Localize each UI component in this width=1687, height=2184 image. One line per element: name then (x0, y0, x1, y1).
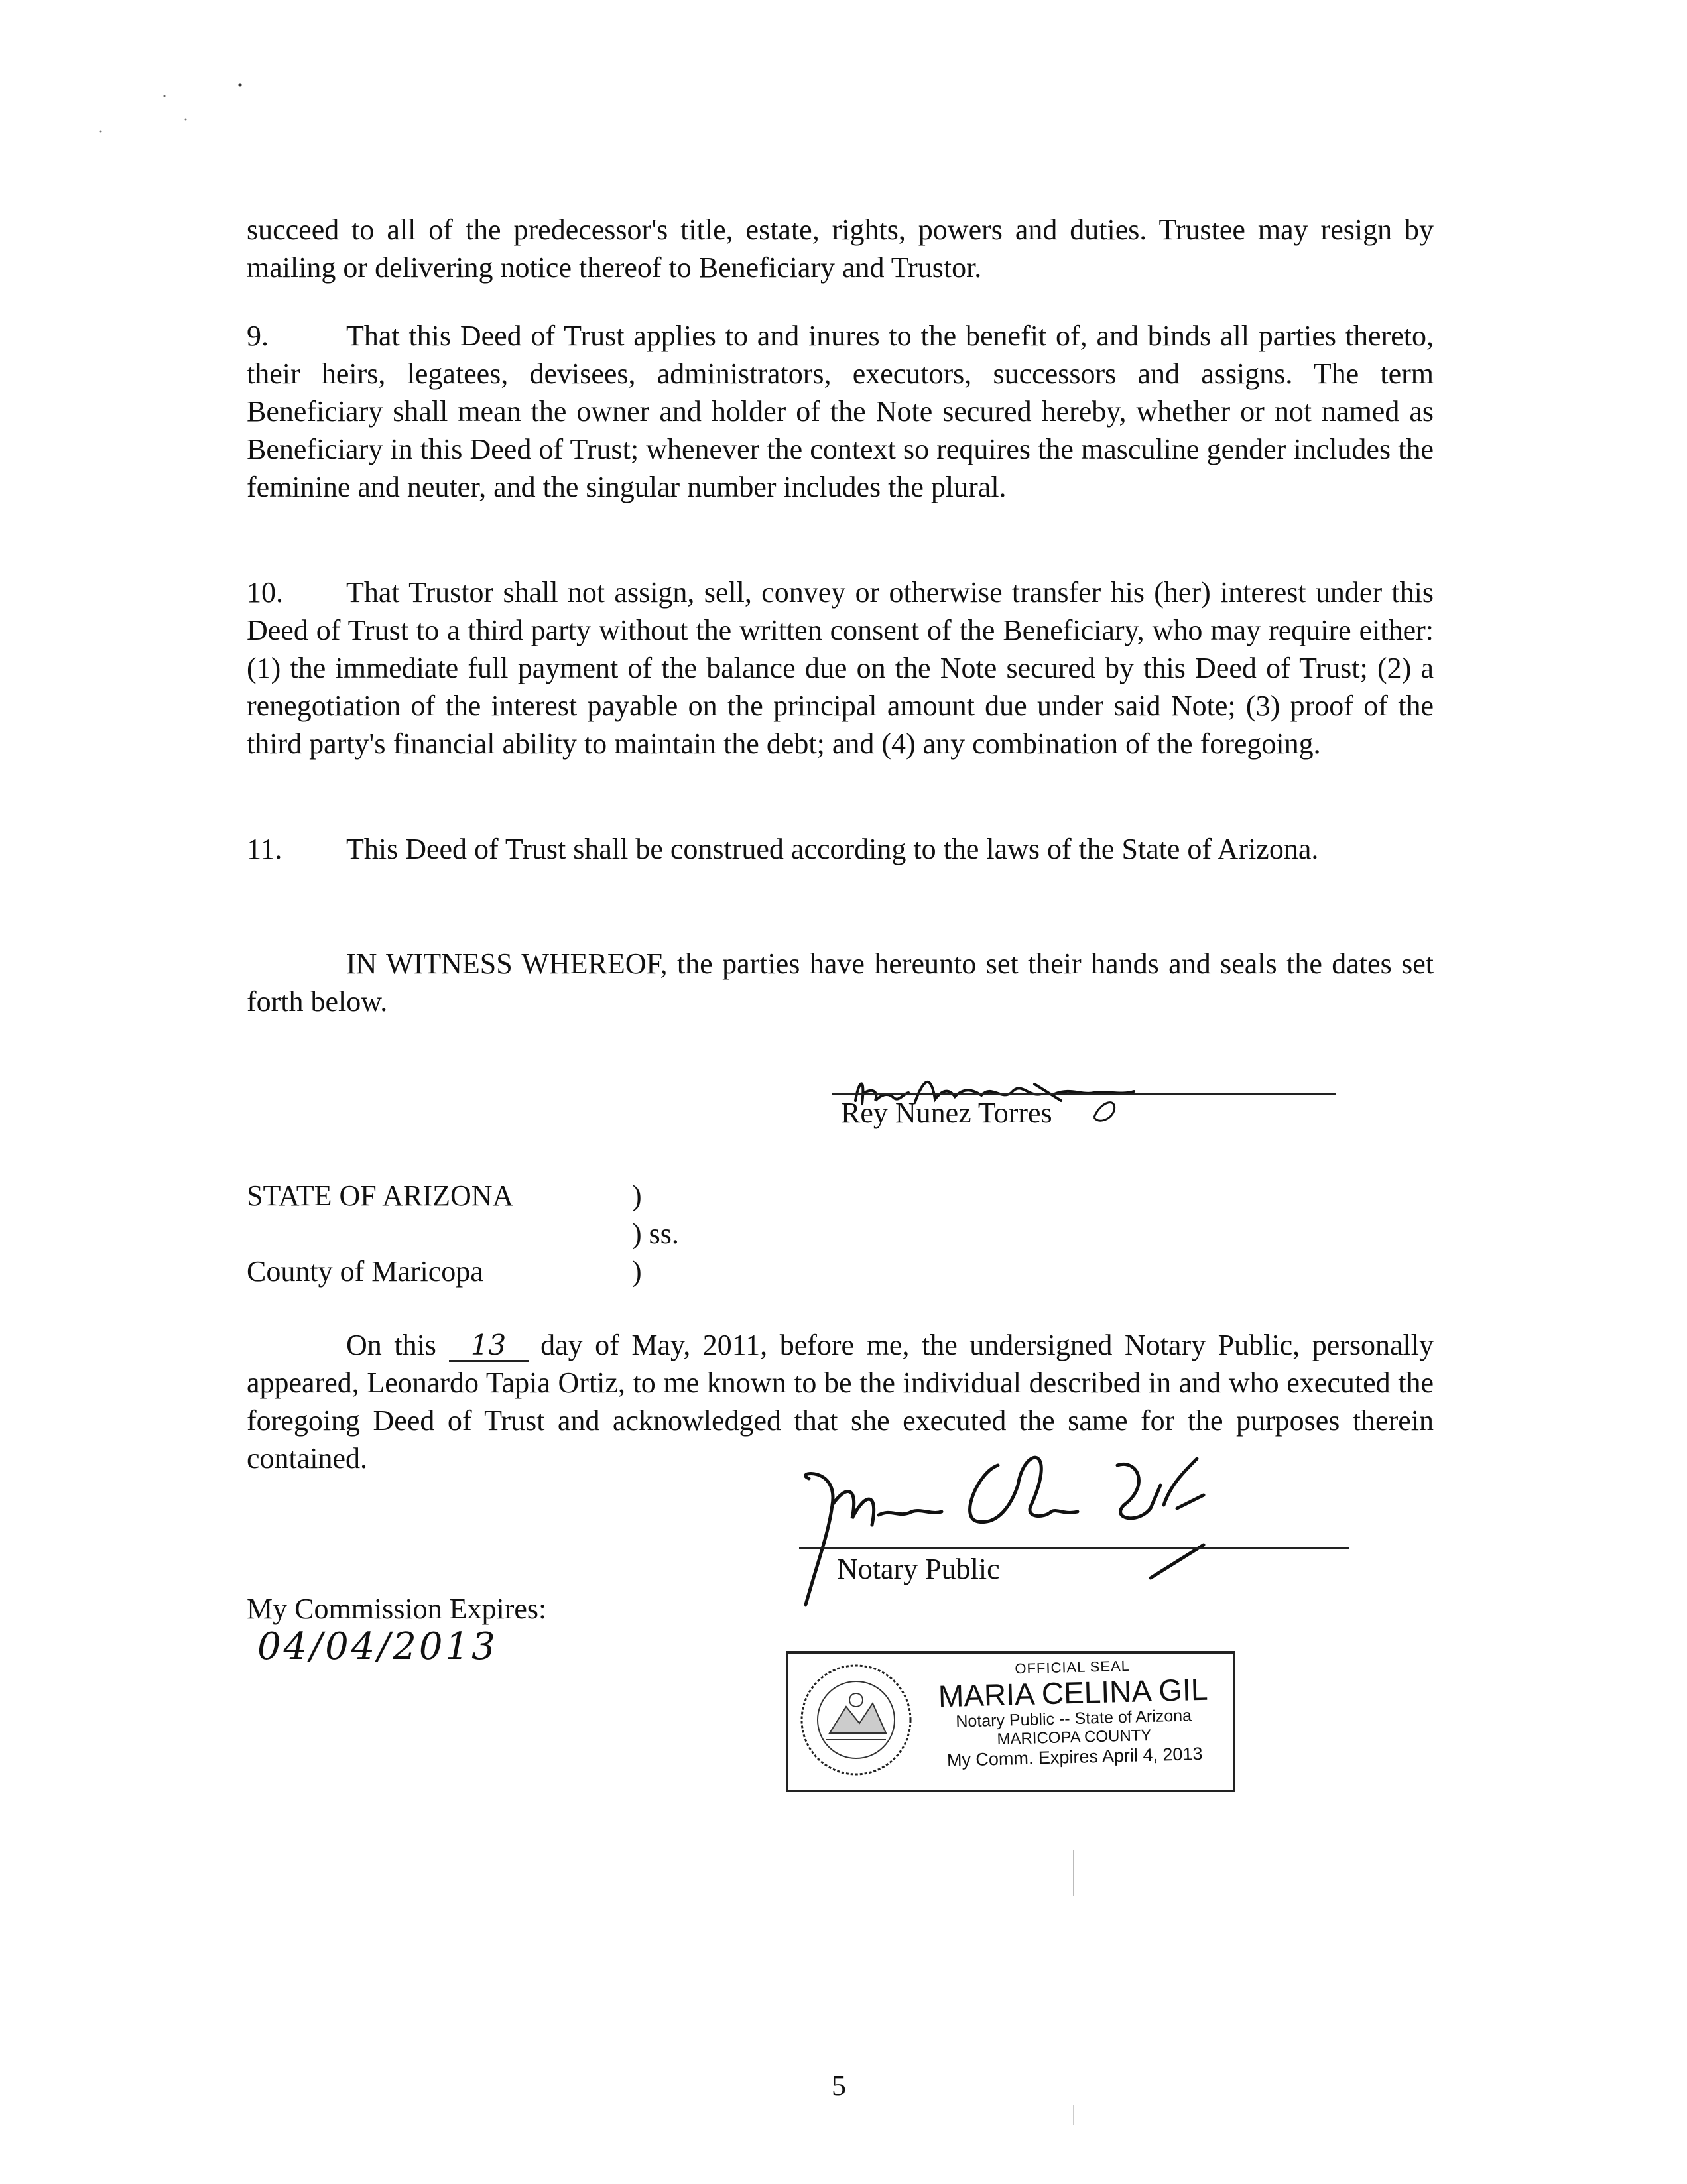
clause-text: That Trustor shall not assign, sell, convey or otherwise transfer his (her) interest under this Deed of Trust to a third party without the written consent of the Beneficiary, who may require either: (1) the immediate full payment of the balance due on the Note secured by this Deed of Trust; (2) a renegotiation of the interest payable on the principal amount due under said Note; (3) proof of the third party's financial ability to maintain the debt; and (4) any combination of the foregoing. (247, 576, 1434, 760)
page-number: 5 (832, 2069, 846, 2102)
clause-number: 10. (247, 576, 283, 609)
seal-line-official: OFFICIAL SEAL (1015, 1657, 1131, 1677)
scan-artifact-line (1073, 1850, 1074, 1896)
ack-day-blank (449, 1331, 529, 1362)
signature-line-notary (799, 1547, 1349, 1549)
witness-text: IN WITNESS WHEREOF, the parties have hereunto set their hands and seals the dates set forth below. (247, 947, 1434, 1018)
ack-remaining: personally appeared, Leonardo Tapia Ortiz, to me known to be the individual described in and who executed the foregoing Deed of Trust and acknowledged that she executed the same for the purposes therein contained. (247, 1329, 1434, 1475)
venue-ss: ) ss. (632, 1217, 679, 1250)
seal-line-expires: My Comm. Expires April 4, 2013 (946, 1743, 1203, 1771)
ack-day: 13 (470, 1329, 507, 1361)
seal-line-name: MARIA CELINA GIL (938, 1671, 1209, 1714)
notary-label: Notary Public (837, 1553, 1000, 1585)
official-seal-stamp (786, 1651, 1235, 1792)
intro-paragraph: succeed to all of the predecessor's title, estate, rights, powers and duties. Trustee may resign by mailing or delivering notice thereof to Beneficiary and Trustor. (247, 213, 1434, 284)
venue-county: County of Maricopa (247, 1255, 483, 1288)
scan-artifact-line (1073, 2105, 1074, 2125)
seal-line-county: MARICOPA COUNTY (997, 1726, 1152, 1749)
witness-paragraph (247, 945, 1434, 1020)
clause-10 (247, 574, 1434, 762)
clause-text: This Deed of Trust shall be construed according to the laws of the State of Arizona. (346, 833, 1319, 865)
commission-label: My Commission Expires: (247, 1593, 547, 1625)
signature-tail (1088, 1094, 1121, 1127)
clause-11 (247, 830, 1434, 868)
clause-text: That this Deed of Trust applies to and inures to the benefit of, and binds all parties thereto, their heirs, legatees, devisees, administrators, executors, successors and assigns. The term Beneficiary shall mean the owner and holder of the Note secured hereby, whether or not named as Beneficiary in this Deed of Trust; whenever the context so requires the masculine gender includes the feminine and neuter, and the singular number includes the plural. (247, 320, 1434, 503)
ack-first-line: day of May, 2011, before me, the undersigned Notary Public, (540, 1329, 1300, 1361)
clause-9 (247, 317, 1434, 506)
arizona-seal-emblem (796, 1660, 916, 1780)
seal-line-state: Notary Public -- State of Arizona (956, 1706, 1192, 1731)
venue-state: STATE OF ARIZONA (247, 1180, 514, 1212)
commission-date: 04/04/2013 (257, 1625, 498, 1668)
venue-paren-top: ) (632, 1180, 642, 1212)
venue-paren-bottom: ) (632, 1255, 642, 1288)
clause-number: 9. (247, 320, 269, 352)
scan-marks (86, 73, 259, 139)
ack-on-this: On this (346, 1329, 436, 1361)
clause-number: 11. (247, 833, 282, 865)
signer-name: Rey Nunez Torres (841, 1097, 1052, 1129)
